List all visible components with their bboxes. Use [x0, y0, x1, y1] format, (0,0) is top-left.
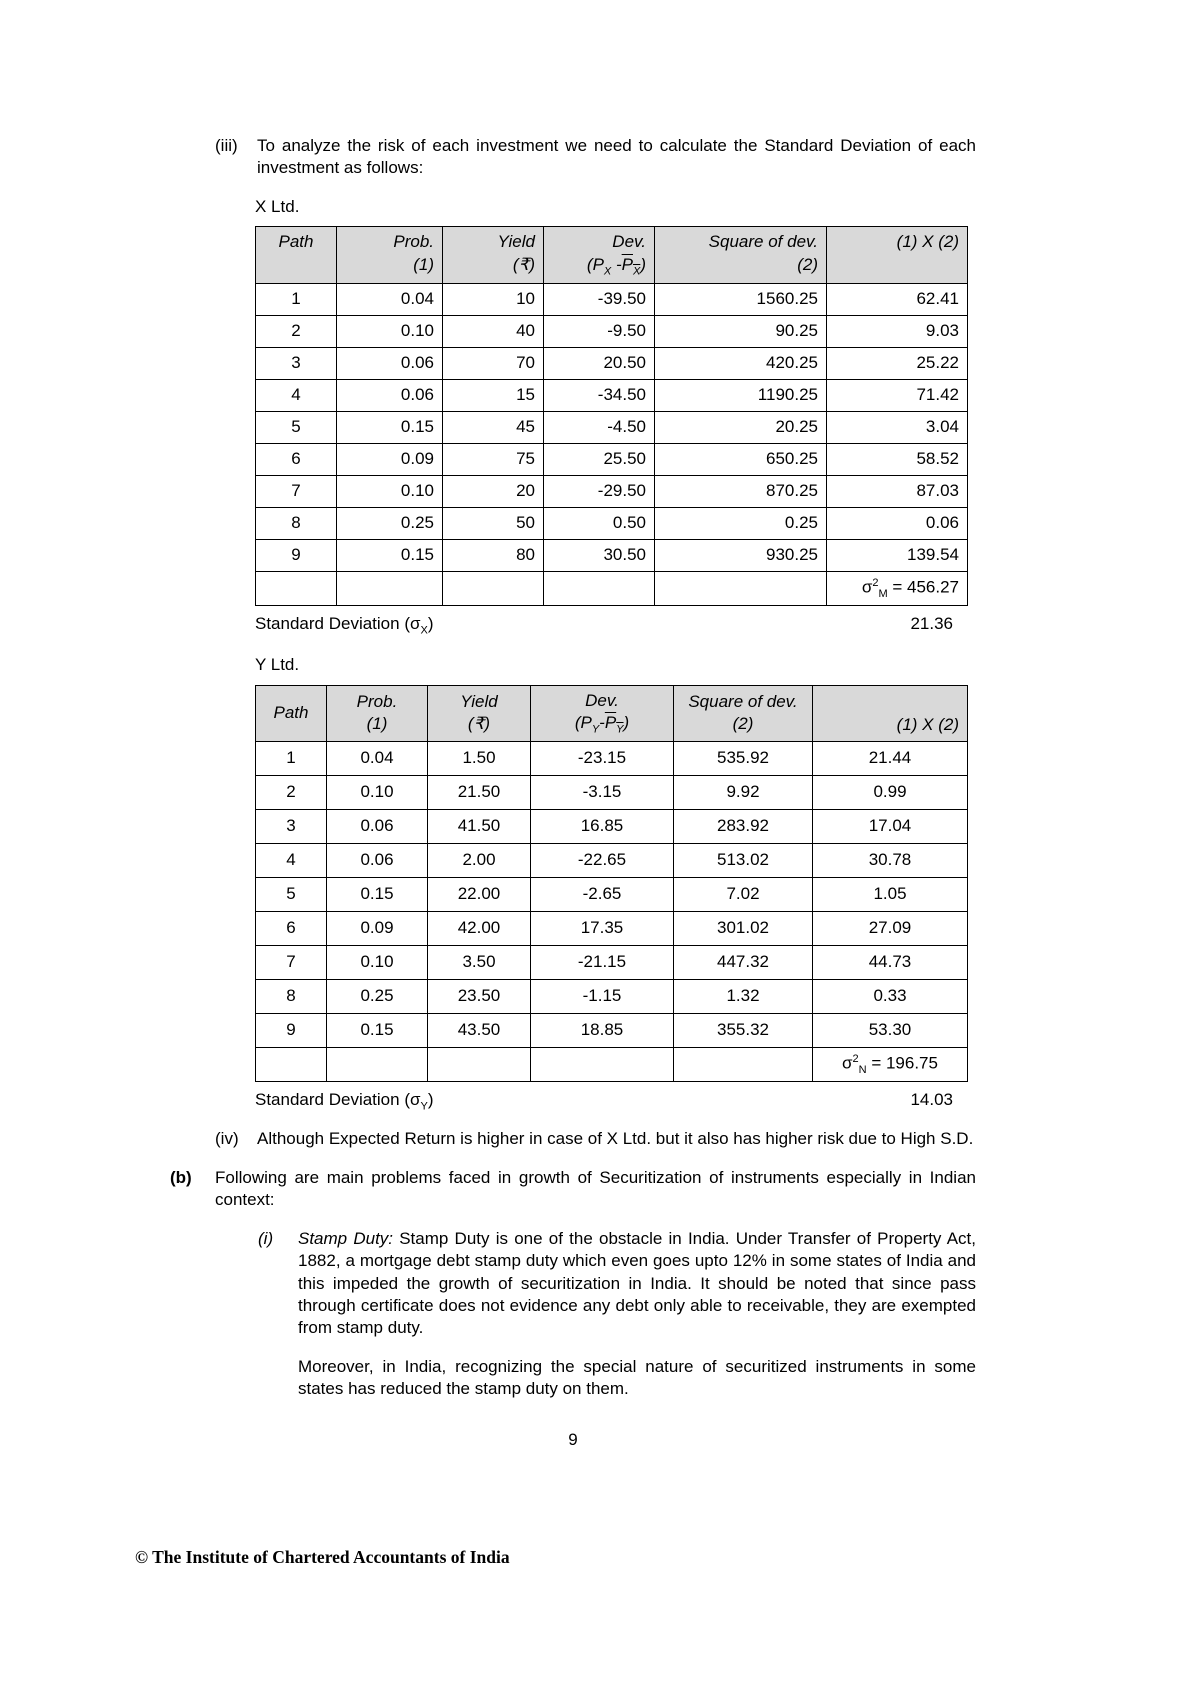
cell: 7	[256, 475, 337, 507]
cell: 44.73	[813, 945, 968, 979]
cell: 0.10	[327, 945, 428, 979]
cell: 447.32	[674, 945, 813, 979]
table-row	[256, 443, 968, 475]
paragraph-i-stamp-duty	[258, 1228, 976, 1340]
cell: 1	[256, 741, 327, 775]
y-ltd-table-foot	[256, 1047, 968, 1082]
cell: 9	[256, 1013, 327, 1047]
cell: 3.50	[428, 945, 531, 979]
cell: 75	[443, 443, 544, 475]
cell: 25.22	[827, 347, 968, 379]
cell: 6	[256, 911, 327, 945]
cell: 0.06	[337, 379, 443, 411]
cell: 0.33	[813, 979, 968, 1013]
cell: 20.25	[655, 411, 827, 443]
table-row	[256, 775, 968, 809]
cell: -9.50	[544, 315, 655, 347]
cell: 40	[443, 315, 544, 347]
cell: 283.92	[674, 809, 813, 843]
table-row	[256, 979, 968, 1013]
cell	[655, 571, 827, 606]
cell: 71.42	[827, 379, 968, 411]
column-header: Square of dev. (2)	[674, 685, 813, 741]
cell: 16.85	[531, 809, 674, 843]
stamp-duty-lead: Stamp Duty:	[298, 1228, 394, 1248]
cell: 58.52	[827, 443, 968, 475]
table-row	[256, 379, 968, 411]
cell: -23.15	[531, 741, 674, 775]
cell: 0.50	[544, 507, 655, 539]
cell: 41.50	[428, 809, 531, 843]
cell: 87.03	[827, 475, 968, 507]
column-header: Yield (₹)	[443, 227, 544, 283]
cell: 62.41	[827, 283, 968, 315]
column-header: Dev. ($P_X$ $-P_X$)	[544, 227, 655, 283]
variance-value: $\sigma^2_N = 196.75$	[813, 1047, 968, 1082]
cell: 45	[443, 411, 544, 443]
column-header: Dev. $(P_Y-P_Y)$	[531, 685, 674, 741]
list-label: (iii)	[215, 136, 238, 155]
column-header: Yield (₹)	[428, 685, 531, 741]
cell: 6	[256, 443, 337, 475]
table-row	[256, 411, 968, 443]
standard-deviation-x-line	[255, 613, 961, 638]
table-title-y-ltd: Y Ltd.	[255, 655, 300, 675]
cell: 355.32	[674, 1013, 813, 1047]
cell: 301.02	[674, 911, 813, 945]
cell: 0.10	[337, 315, 443, 347]
cell: 650.25	[655, 443, 827, 475]
cell: 23.50	[428, 979, 531, 1013]
column-header: Prob. (1)	[327, 685, 428, 741]
cell: 513.02	[674, 843, 813, 877]
standard-deviation-y-line	[255, 1089, 961, 1114]
cell	[443, 571, 544, 606]
paragraph-moreover: Moreover, in India, recognizing the special nature of securitized instruments in some states has reduced the stamp duty on them.	[298, 1356, 976, 1399]
paragraph-text: Although Expected Return is higher in case of X Ltd. but it also has higher risk due to High S.D.	[257, 1129, 974, 1149]
cell: -21.15	[531, 945, 674, 979]
cell: 10	[443, 283, 544, 315]
cell: 9	[256, 539, 337, 571]
cell: 7	[256, 945, 327, 979]
cell: 1	[256, 283, 337, 315]
cell: 0.06	[337, 347, 443, 379]
cell: 3	[256, 347, 337, 379]
y-ltd-table	[255, 685, 968, 1083]
cell: 17.35	[531, 911, 674, 945]
cell: 0.04	[337, 283, 443, 315]
cell: 21.50	[428, 775, 531, 809]
paragraph-b	[170, 1167, 976, 1212]
cell: 43.50	[428, 1013, 531, 1047]
cell: 30.78	[813, 843, 968, 877]
cell: 0.09	[337, 443, 443, 475]
cell: 22.00	[428, 877, 531, 911]
cell: 20.50	[544, 347, 655, 379]
cell: 1560.25	[655, 283, 827, 315]
variance-row	[256, 571, 968, 606]
table-row	[256, 507, 968, 539]
cell: 0.15	[337, 539, 443, 571]
cell: 53.30	[813, 1013, 968, 1047]
paragraph-text	[298, 1228, 976, 1340]
cell: -39.50	[544, 283, 655, 315]
cell: 930.25	[655, 539, 827, 571]
cell	[531, 1047, 674, 1082]
cell: 0.15	[327, 877, 428, 911]
column-header: Path	[256, 685, 327, 741]
cell: 0.04	[327, 741, 428, 775]
column-header: (1) X (2)	[827, 227, 968, 283]
cell: 0.10	[327, 775, 428, 809]
cell: 1190.25	[655, 379, 827, 411]
cell: 139.54	[827, 539, 968, 571]
cell: 3	[256, 809, 327, 843]
x-ltd-table-body	[256, 283, 968, 571]
cell: 2	[256, 775, 327, 809]
cell: -29.50	[544, 475, 655, 507]
cell	[544, 571, 655, 606]
column-header: Square of dev. (2)	[655, 227, 827, 283]
cell: 4	[256, 843, 327, 877]
cell	[428, 1047, 531, 1082]
cell: -4.50	[544, 411, 655, 443]
table-row	[256, 741, 968, 775]
table-row	[256, 945, 968, 979]
table-row	[256, 315, 968, 347]
cell	[327, 1047, 428, 1082]
column-header: (1) X (2)	[813, 685, 968, 741]
y-ltd-table-body	[256, 741, 968, 1047]
cell: 9.92	[674, 775, 813, 809]
cell: 0.15	[327, 1013, 428, 1047]
cell: 0.06	[327, 809, 428, 843]
cell: 20	[443, 475, 544, 507]
header-row	[256, 685, 968, 741]
table-row	[256, 283, 968, 315]
cell: 535.92	[674, 741, 813, 775]
cell	[256, 571, 337, 606]
cell: 0.10	[337, 475, 443, 507]
cell: 4	[256, 379, 337, 411]
copyright-footer: © The Institute of Chartered Accountants of India	[135, 1547, 510, 1567]
header-row	[256, 227, 968, 283]
cell: 3.04	[827, 411, 968, 443]
column-header: Prob. (1)	[337, 227, 443, 283]
stamp-duty-body: Stamp Duty is one of the obstacle in India. Under Transfer of Property Act, 1882, a mortgage debt stamp duty which even goes upto 12% in some states of India and this impeded the growth of securitization in India. It should be noted that since pass through certificate does not evidence any debt only able to receivable, they are exempted from stamp duty.	[298, 1228, 976, 1338]
list-label: (iv)	[215, 1129, 239, 1149]
cell: 70	[443, 347, 544, 379]
table-row	[256, 911, 968, 945]
table-row	[256, 1013, 968, 1047]
standard-deviation-y-value: 14.03	[910, 1090, 953, 1110]
cell: 2	[256, 315, 337, 347]
table-title-x-ltd: X Ltd.	[255, 196, 300, 216]
cell: 90.25	[655, 315, 827, 347]
cell	[256, 1047, 327, 1082]
table-row	[256, 347, 968, 379]
variance-row	[256, 1047, 968, 1082]
cell: 1.32	[674, 979, 813, 1013]
cell	[337, 571, 443, 606]
cell: 18.85	[531, 1013, 674, 1047]
cell: 420.25	[655, 347, 827, 379]
page-content	[170, 135, 976, 1451]
standard-deviation-y-label: Standard Deviation $(\sigma_Y)$	[255, 1090, 434, 1113]
cell: 0.25	[337, 507, 443, 539]
table-row	[256, 843, 968, 877]
standard-deviation-x-value: 21.36	[910, 614, 953, 634]
cell: 0.15	[337, 411, 443, 443]
y-ltd-table-head	[256, 685, 968, 741]
cell: 8	[256, 979, 327, 1013]
cell: 0.99	[813, 775, 968, 809]
table-row	[256, 539, 968, 571]
cell: 7.02	[674, 877, 813, 911]
standard-deviation-x-label: Standard Deviation $(\sigma_X)$	[255, 614, 434, 637]
cell: 870.25	[655, 475, 827, 507]
cell: 0.09	[327, 911, 428, 945]
cell: -22.65	[531, 843, 674, 877]
cell: 1.50	[428, 741, 531, 775]
cell: 8	[256, 507, 337, 539]
paragraph-text: To analyze the risk of each investment we need to calculate the Standard Deviation of each investment as follows:	[257, 136, 976, 178]
cell: 2.00	[428, 843, 531, 877]
cell: 0.06	[327, 843, 428, 877]
cell: 80	[443, 539, 544, 571]
cell: 17.04	[813, 809, 968, 843]
x-ltd-table-head	[256, 227, 968, 283]
cell: 1.05	[813, 877, 968, 911]
cell: 0.25	[327, 979, 428, 1013]
cell: 5	[256, 411, 337, 443]
paragraph-text: Following are main problems faced in growth of Securitization of instruments especially in Indian context:	[215, 1167, 976, 1210]
cell: 42.00	[428, 911, 531, 945]
cell: 50	[443, 507, 544, 539]
cell: -2.65	[531, 877, 674, 911]
cell: 15	[443, 379, 544, 411]
cell: -34.50	[544, 379, 655, 411]
cell: 30.50	[544, 539, 655, 571]
cell: -1.15	[531, 979, 674, 1013]
list-label-bold: (b)	[170, 1167, 192, 1187]
cell: 0.25	[655, 507, 827, 539]
list-label: (i)	[258, 1228, 274, 1248]
page-number: 9	[568, 1429, 578, 1449]
cell: 0.06	[827, 507, 968, 539]
table-row	[256, 877, 968, 911]
cell: 21.44	[813, 741, 968, 775]
x-ltd-table	[255, 226, 968, 606]
cell: -3.15	[531, 775, 674, 809]
table-row	[256, 809, 968, 843]
paragraph-iii	[215, 135, 976, 180]
cell: 25.50	[544, 443, 655, 475]
variance-value: $\sigma^2_M = 456.27$	[827, 571, 968, 606]
cell	[674, 1047, 813, 1082]
cell: 27.09	[813, 911, 968, 945]
table-row	[256, 475, 968, 507]
column-header: Path	[256, 227, 337, 283]
cell: 5	[256, 877, 327, 911]
cell: 9.03	[827, 315, 968, 347]
paragraph-iv	[215, 1128, 976, 1150]
x-ltd-table-foot	[256, 571, 968, 606]
